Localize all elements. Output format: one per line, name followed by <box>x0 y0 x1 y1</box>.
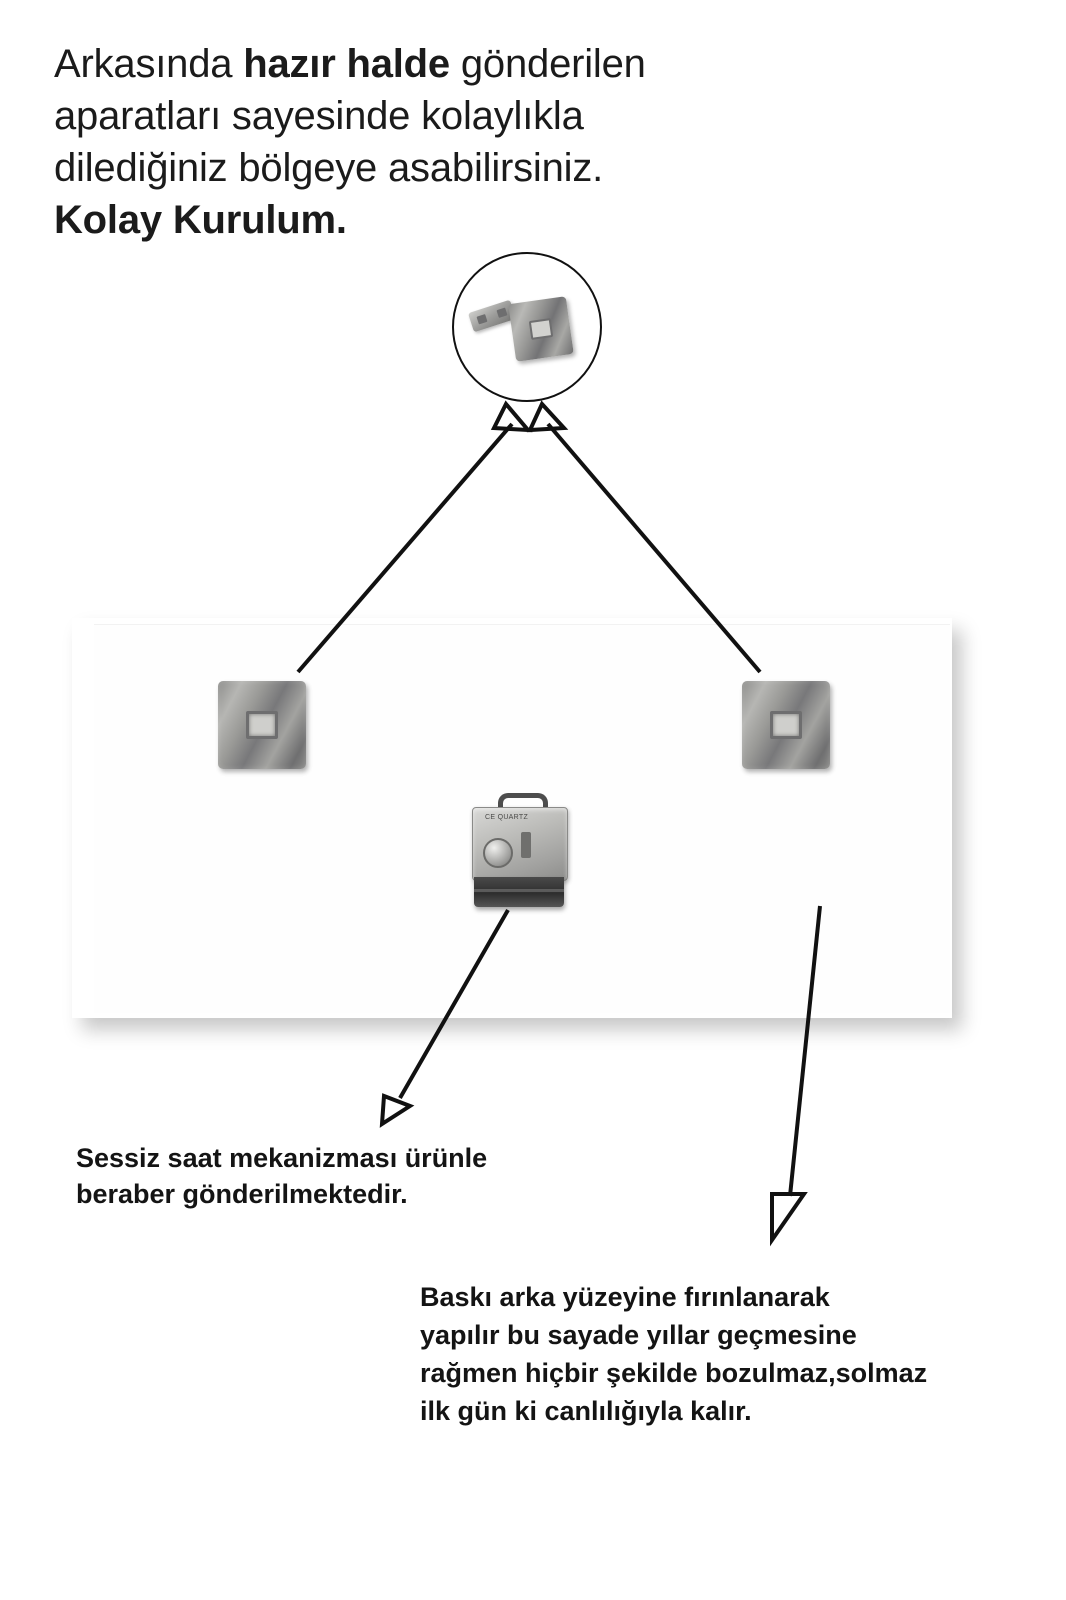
headline-line-1-bold: hazır halde <box>243 42 450 86</box>
hanger-slot-left-icon <box>246 711 278 739</box>
clock-mechanism <box>470 793 568 911</box>
mechanism-shaft-icon <box>521 832 531 858</box>
mechanism-dial-icon <box>483 838 513 868</box>
headline-line-1-post: gönderilen <box>449 42 646 86</box>
caption-print-line-1: Baskı arka yüzeyine fırınlanarak <box>420 1282 830 1312</box>
hanger-hardware-detail <box>452 252 602 402</box>
caption-mechanism <box>76 1140 636 1212</box>
page-title <box>54 38 834 246</box>
headline-line-1 <box>54 38 834 90</box>
headline-line-2: aparatları sayesinde kolaylıkla <box>54 94 584 138</box>
headline-line-1-pre: Arkasında <box>54 42 244 86</box>
hanger-plate-left <box>218 681 306 769</box>
mechanism-body <box>472 807 568 881</box>
headline-line-4: Kolay Kurulum. <box>54 198 347 242</box>
caption-print-line-4: ilk gün ki canlılığıyla kalır. <box>420 1396 752 1426</box>
caption-mechanism-line-2: beraber gönderilmektedir. <box>76 1179 408 1209</box>
mechanism-marking: CE QUARTZ <box>485 814 529 821</box>
caption-print-line-3: rağmen hiçbir şekilde bozulmaz,solmaz <box>420 1358 928 1388</box>
hanger-slot-right-icon <box>770 711 802 739</box>
caption-print-line-2: yapılır bu sayade yıllar geçmesine <box>420 1320 857 1350</box>
hanger-plate-icon <box>508 296 574 362</box>
hanger-slot-icon <box>529 318 553 340</box>
headline-line-3: dilediğiniz bölgeye asabilirsiniz. <box>54 146 604 190</box>
caption-print <box>420 1278 980 1430</box>
caption-mechanism-line-1: Sessiz saat mekanizması ürünle <box>76 1143 488 1173</box>
mechanism-base <box>474 877 564 907</box>
product-back-panel <box>94 624 950 1013</box>
hanger-plate-right <box>742 681 830 769</box>
